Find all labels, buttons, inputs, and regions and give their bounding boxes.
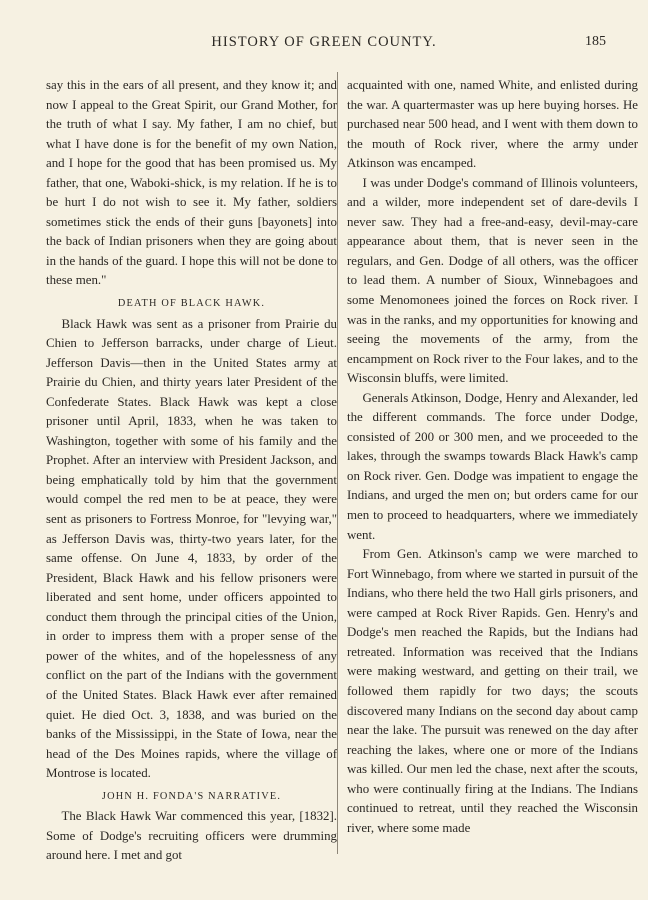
paragraph: say this in the ears of all present, and they know it; and now I appeal to the Great Spirit, our Grand Mother, for the truth of what I say. My father, I am no chief, but what I have done is for the benefit of my own Nation, and I hope for the good that has been promised us. My father, that one, Waboki-shick, is my relation. If he is to be hurt I do not wish to see it. My father, soldiers sometimes stick the ends of their guns [bayonets] into the back of Indian prisoners when they are going about in the hands of the guard. I hope this will not be done to these men." <box>46 78 337 288</box>
running-title: HISTORY OF GREEN COUNTY. <box>211 34 437 50</box>
right-column <box>347 76 638 838</box>
paragraph: acquainted with one, named White, and enlisted during the war. A quartermaster was up here buying horses. He purchased near 500 head, and I went with them down to the mouth of Rock river, where the army under Atkinson was encamped. <box>347 78 638 171</box>
page-number: 185 <box>585 34 606 49</box>
section-heading-fonda-narrative: JOHN H. FONDA'S NARRATIVE. <box>101 790 282 802</box>
left-column <box>46 76 337 866</box>
running-header <box>0 34 648 58</box>
paragraph: Generals Atkinson, Dodge, Henry and Alexander, led the different commands. The force under Dodge, consisted of 200 or 300 men, and we proceeded to the lakes, through the swamps towards Black Hawk's camp on Rock river. Gen. Dodge was impatient to engage the Indians, and urged the men on; but orders came for our men to proceed to headquarters, where we immediately went. <box>347 390 638 542</box>
paragraph: Black Hawk was sent as a prisoner from Prairie du Chien to Jefferson barracks, under charge of Lieut. Jefferson Davis—then in the United States army at Prairie du Chien, and thirty years later President of the Confederate States. Black Hawk was kept a close prisoner until April, 1833, when he was taken to Washington, together with some of his family and the Prophet. After an interview with President Jackson, and being emphatically told by him that the government would compel the red men to be at peace, they were sent as prisoners to Fortress Monroe, for "levying war," as Jefferson Davis was, thirty-two years later, for the same offense. On June 4, 1833, by order of the President, Black Hawk and his fellow prisoners were liberated and sent home, under officers appointed to conduct them through the principal cities of the Union, in order to impress them with a proper sense of the power of the whites, and of the hopelessness of any conflict on the part of the Indians with the government of the United States. Black Hawk ever after remained quiet. He died Oct. 3, 1838, and was buried on the banks of the Mississippi, in the State of Iowa, near the head of the Des Moines rapids, where the village of Montrose is located. <box>46 316 337 781</box>
column-divider <box>337 72 338 854</box>
paragraph: From Gen. Atkinson's camp we were marched to Fort Winnebago, from where we started in pursuit of the Indians, who there held the two Hall girls prisoners, and were camped at Rock River Rapids. Gen. Henry's and Dodge's men reached the Rapids, but the Indians had retreated. Information was received that the Indians were making westward, and getting on their trail, we followed them rapidly for two days; the scouts discovered many Indians on the second day about camp near the lake. The pursuit was renewed on the day after reaching the lakes, where one or more of the Indians was killed. Our men led the chase, next after the scouts, who were continually firing at the Indians. The Indians continued to retreat, until they reached the Wisconsin river, where some made <box>347 547 638 835</box>
paragraph: The Black Hawk War commenced this year, [1832]. Some of Dodge's recruiting officers were drumming around here. I met and got <box>46 809 337 863</box>
paragraph: I was under Dodge's command of Illinois volunteers, and a wilder, more independent set of dare-devils I never saw. They had a free-and-easy, devil-may-care appearance about them, that is never seen in the regulars, and Gen. Dodge of all others, was the officer to lead them. A number of Sioux, Winnebagoes and some Menomonees joined the forces on Rock river. I was in the ranks, and my opportunities for knowing and seeing the movements of the army, from the encampment on Rock river to the Four lakes, and to the Wisconsin bluffs, were limited. <box>347 175 638 386</box>
section-heading-death-of-black-hawk: DEATH OF BLACK HAWK. <box>117 298 266 310</box>
